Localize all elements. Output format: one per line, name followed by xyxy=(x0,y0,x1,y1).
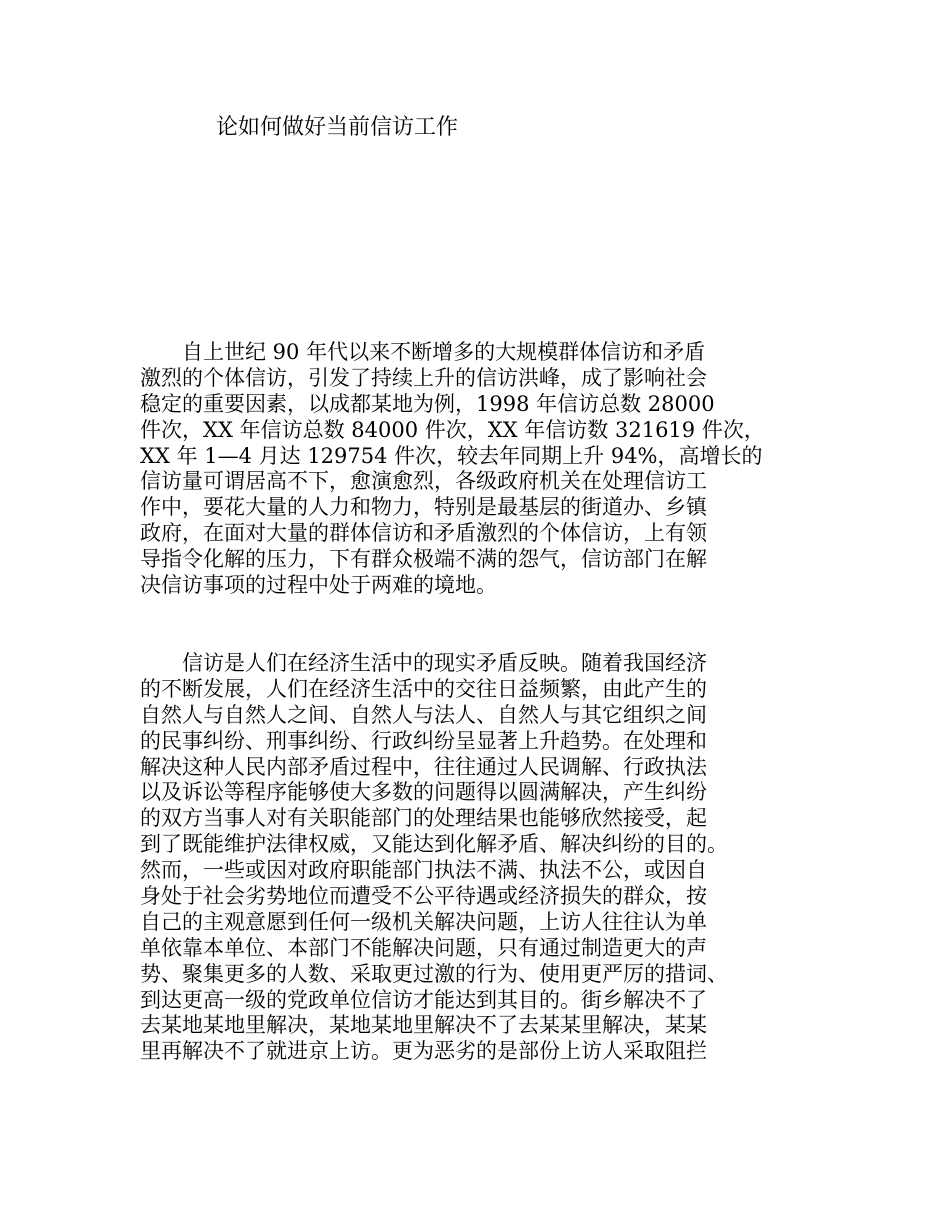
paragraph-line: 导指令化解的压力，下有群众极端不满的怨气，信访部门在解 xyxy=(140,547,707,572)
paragraph-line: 信访是人们在经济生活中的现实矛盾反映。随着我国经济 xyxy=(140,651,707,675)
paragraph-line: 的双方当事人对有关职能部门的处理结果也能够欣然接受，起 xyxy=(140,806,707,831)
paragraph-line: 到达更高一级的党政单位信访才能达到其目的。街乡解决不了 xyxy=(140,987,707,1012)
paragraph-line: 去某地某地里解决，某地某地里解决不了去某某里解决，某某 xyxy=(140,1013,707,1038)
paragraph-line: 到了既能维护法律权威，又能达到化解矛盾、解决纠纷的目的。 xyxy=(140,832,728,857)
paragraph-line: 里再解决不了就进京上访。更为恶劣的是部份上访人采取阻拦 xyxy=(140,1039,707,1064)
paragraph-line: 自上世纪 90 年代以来不断增多的大规模群体信访和矛盾 xyxy=(140,340,706,364)
paragraph-line: 势、聚集更多的人数、采取更过激的行为、使用更严厉的措词、 xyxy=(140,961,728,986)
paragraph-line: 稳定的重要因素，以成都某地为例，1998 年信访总数 28000 xyxy=(140,391,715,416)
paragraph-line: 解决这种人民内部矛盾过程中，往往通过人民调解、行政执法 xyxy=(140,754,707,779)
document-title: 论如何做好当前信访工作 xyxy=(216,115,459,140)
paragraph-line: 的不断发展，人们在经济生活中的交往日益频繁，由此产生的 xyxy=(140,676,707,701)
paragraph-line: 身处于社会劣势地位而遭受不公平待遇或经济损失的群众，按 xyxy=(140,884,707,909)
paragraph-line: 作中，要花大量的人力和物力，特别是最基层的街道办、乡镇 xyxy=(140,495,707,520)
paragraph-line: 的民事纠纷、刑事纠纷、行政纠纷呈显著上升趋势。在处理和 xyxy=(140,728,707,753)
paragraph-line: 单依靠本单位、本部门不能解决问题，只有通过制造更大的声 xyxy=(140,935,707,960)
paragraph-line: 自然人与自然人之间、自然人与法人、自然人与其它组织之间 xyxy=(140,702,707,727)
paragraph-line: 自己的主观意愿到任何一级机关解决问题，上访人往往认为单 xyxy=(140,909,707,934)
paragraph-line: 政府，在面对大量的群体信访和矛盾激烈的个体信访，上有领 xyxy=(140,521,707,546)
paragraph-1 xyxy=(140,340,820,599)
paragraph-line: 激烈的个体信访，引发了持续上升的信访洪峰，成了影响社会 xyxy=(140,365,707,390)
paragraph-2 xyxy=(140,651,820,1065)
paragraph-line: 然而，一些或因对政府职能部门执法不满、执法不公，或因自 xyxy=(140,858,707,883)
paragraph-line: 件次，XX 年信访总数 84000 件次，XX 年信访数 321619 件次， xyxy=(140,417,765,442)
paragraph-line: 以及诉讼等程序能够使大多数的问题得以圆满解决，产生纠纷 xyxy=(140,780,707,805)
paragraph-line: 决信访事项的过程中处于两难的境地。 xyxy=(140,573,497,598)
paragraph-line: XX 年 1—4 月达 129754 件次，较去年同期上升 94%，高增长的 xyxy=(140,443,763,468)
paragraph-line: 信访量可谓居高不下，愈演愈烈，各级政府机关在处理信访工 xyxy=(140,469,707,494)
